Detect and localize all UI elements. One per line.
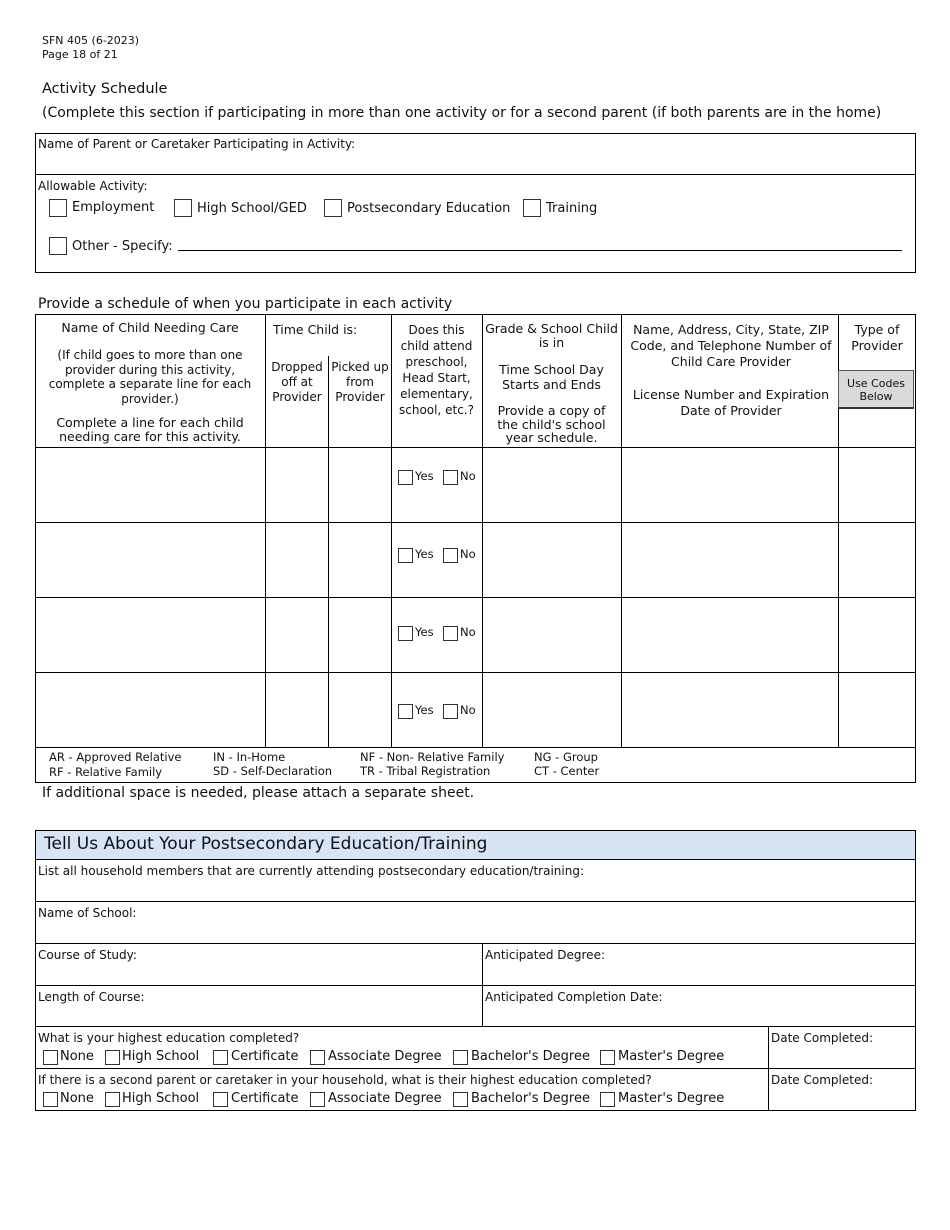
row4-no-checkbox[interactable] [443,704,458,719]
row4-no-label: No [460,703,476,717]
edu1-certificate-label: Certificate [231,1049,299,1064]
col-type-title: Type of Provider [851,322,903,353]
second-parent-question: If there is a second parent or caretaker in your household, what is their highest education completed? [38,1073,652,1087]
edu2-associate-checkbox[interactable] [310,1092,325,1107]
edu1-none-label: None [60,1049,94,1064]
edu2-masters-label: Master's Degree [618,1091,725,1106]
row3-no-checkbox[interactable] [443,626,458,641]
col-child-note2: Complete a line for each child needing care for this activity. [56,415,244,444]
postsecondary-label: Postsecondary Education [347,201,511,216]
edu1-bachelors-label: Bachelor's Degree [471,1049,590,1064]
col-dropped: Dropped off at Provider [271,360,323,404]
row3-yes-checkbox[interactable] [398,626,413,641]
high-school-ged-checkbox[interactable] [174,199,192,217]
training-checkbox[interactable] [523,199,541,217]
other-specify-label: Other - Specify: [72,239,173,254]
col-time-title: Time Child is: [273,322,358,337]
course-length-label: Length of Course: [38,990,145,1004]
date-completed-label-2: Date Completed: [771,1073,873,1087]
edu1-certificate-checkbox[interactable] [213,1050,228,1065]
additional-space-note: If additional space is needed, please attach a separate sheet. [42,785,475,801]
highest-education-question: What is your highest education completed? [38,1031,300,1045]
parent-name-input[interactable] [360,135,910,172]
edu1-high-school-label: High School [122,1049,200,1064]
row2-no-label: No [460,547,476,561]
edu1-masters-label: Master's Degree [618,1049,725,1064]
parent-name-label: Name of Parent or Caretaker Participating in Activity: [38,137,356,151]
employment-label: Employment [72,200,155,215]
use-codes-button[interactable]: Use Codes Below [838,370,914,409]
form-id: SFN 405 (6-2023) [42,34,140,47]
edu1-high-school-checkbox[interactable] [105,1050,120,1065]
course-of-study-label: Course of Study: [38,948,137,962]
activity-title: Activity Schedule [42,81,168,97]
edu1-associate-label: Associate Degree [328,1049,442,1064]
code-ct: CT - Center [534,764,600,778]
edu2-bachelors-label: Bachelor's Degree [471,1091,590,1106]
edu2-certificate-checkbox[interactable] [213,1092,228,1107]
code-tr: TR - Tribal Registration [360,764,491,778]
edu2-high-school-checkbox[interactable] [105,1092,120,1107]
activity-subtitle: (Complete this section if participating in more than one activity or for a second parent (if both parents are in the home) [42,105,882,121]
other-checkbox[interactable] [49,237,67,255]
code-nf: NF - Non- Relative Family [360,750,505,764]
row3-no-label: No [460,625,476,639]
edu2-bachelors-checkbox[interactable] [453,1092,468,1107]
col-attend: Does this child attend preschool, Head Start, elementary, school, etc.? [399,323,474,417]
edu1-none-checkbox[interactable] [43,1050,58,1065]
high-school-ged-label: High School/GED [197,201,307,216]
edu2-none-label: None [60,1091,94,1106]
row2-yes-checkbox[interactable] [398,548,413,563]
postsecondary-checkbox[interactable] [324,199,342,217]
code-sd: SD - Self-Declaration [213,764,333,778]
edu2-associate-label: Associate Degree [328,1091,442,1106]
edu1-associate-checkbox[interactable] [310,1050,325,1065]
row1-yes-checkbox[interactable] [398,470,413,485]
row3-yes-label: Yes [415,625,434,639]
edu2-certificate-label: Certificate [231,1091,299,1106]
col-provider-title: Name, Address, City, State, ZIP Code, and Telephone Number of Child Care Provider [630,322,832,369]
row4-yes-checkbox[interactable] [398,704,413,719]
code-ar: AR - Approved Relative [49,750,182,764]
employment-checkbox[interactable] [49,199,67,217]
household-members-label: List all household members that are currently attending postsecondary education/training: [38,864,585,878]
allowable-activity-label: Allowable Activity: [38,179,148,193]
postsecondary-title: Tell Us About Your Postsecondary Education/Training [44,834,488,854]
edu2-none-checkbox[interactable] [43,1092,58,1107]
edu2-masters-checkbox[interactable] [600,1092,615,1107]
completion-date-label: Anticipated Completion Date: [485,990,663,1004]
row1-yes-label: Yes [415,469,434,483]
col-grade-title: Grade & School Child is in [485,321,618,350]
col-grade-note: Provide a copy of the child's school year schedule. [497,403,606,445]
schedule-intro: Provide a schedule of when you participate in each activity [38,296,453,312]
date-completed-label-1: Date Completed: [771,1031,873,1045]
col-child-title: Name of Child Needing Care [61,320,239,335]
col-child-note: (If child goes to more than one provider during this activity, complete a separate line for each provider.) [48,348,252,406]
edu2-high-school-label: High School [122,1091,200,1106]
training-label: Training [546,201,598,216]
school-name-label: Name of School: [38,906,137,920]
col-provider-license: License Number and Expiration Date of Provider [632,387,830,418]
anticipated-degree-label: Anticipated Degree: [485,948,605,962]
edu1-masters-checkbox[interactable] [600,1050,615,1065]
code-in: IN - In-Home [213,750,286,764]
row1-no-label: No [460,469,476,483]
row1-no-checkbox[interactable] [443,470,458,485]
code-rf: RF - Relative Family [49,765,163,779]
page-number: Page 18 of 21 [42,48,118,61]
row2-yes-label: Yes [415,547,434,561]
row4-yes-label: Yes [415,703,434,717]
code-ng: NG - Group [534,750,598,764]
row2-no-checkbox[interactable] [443,548,458,563]
edu1-bachelors-checkbox[interactable] [453,1050,468,1065]
other-specify-input[interactable] [178,250,902,251]
col-picked: Picked up from Provider [331,360,389,404]
col-grade-time: Time School Day Starts and Ends [499,362,604,392]
